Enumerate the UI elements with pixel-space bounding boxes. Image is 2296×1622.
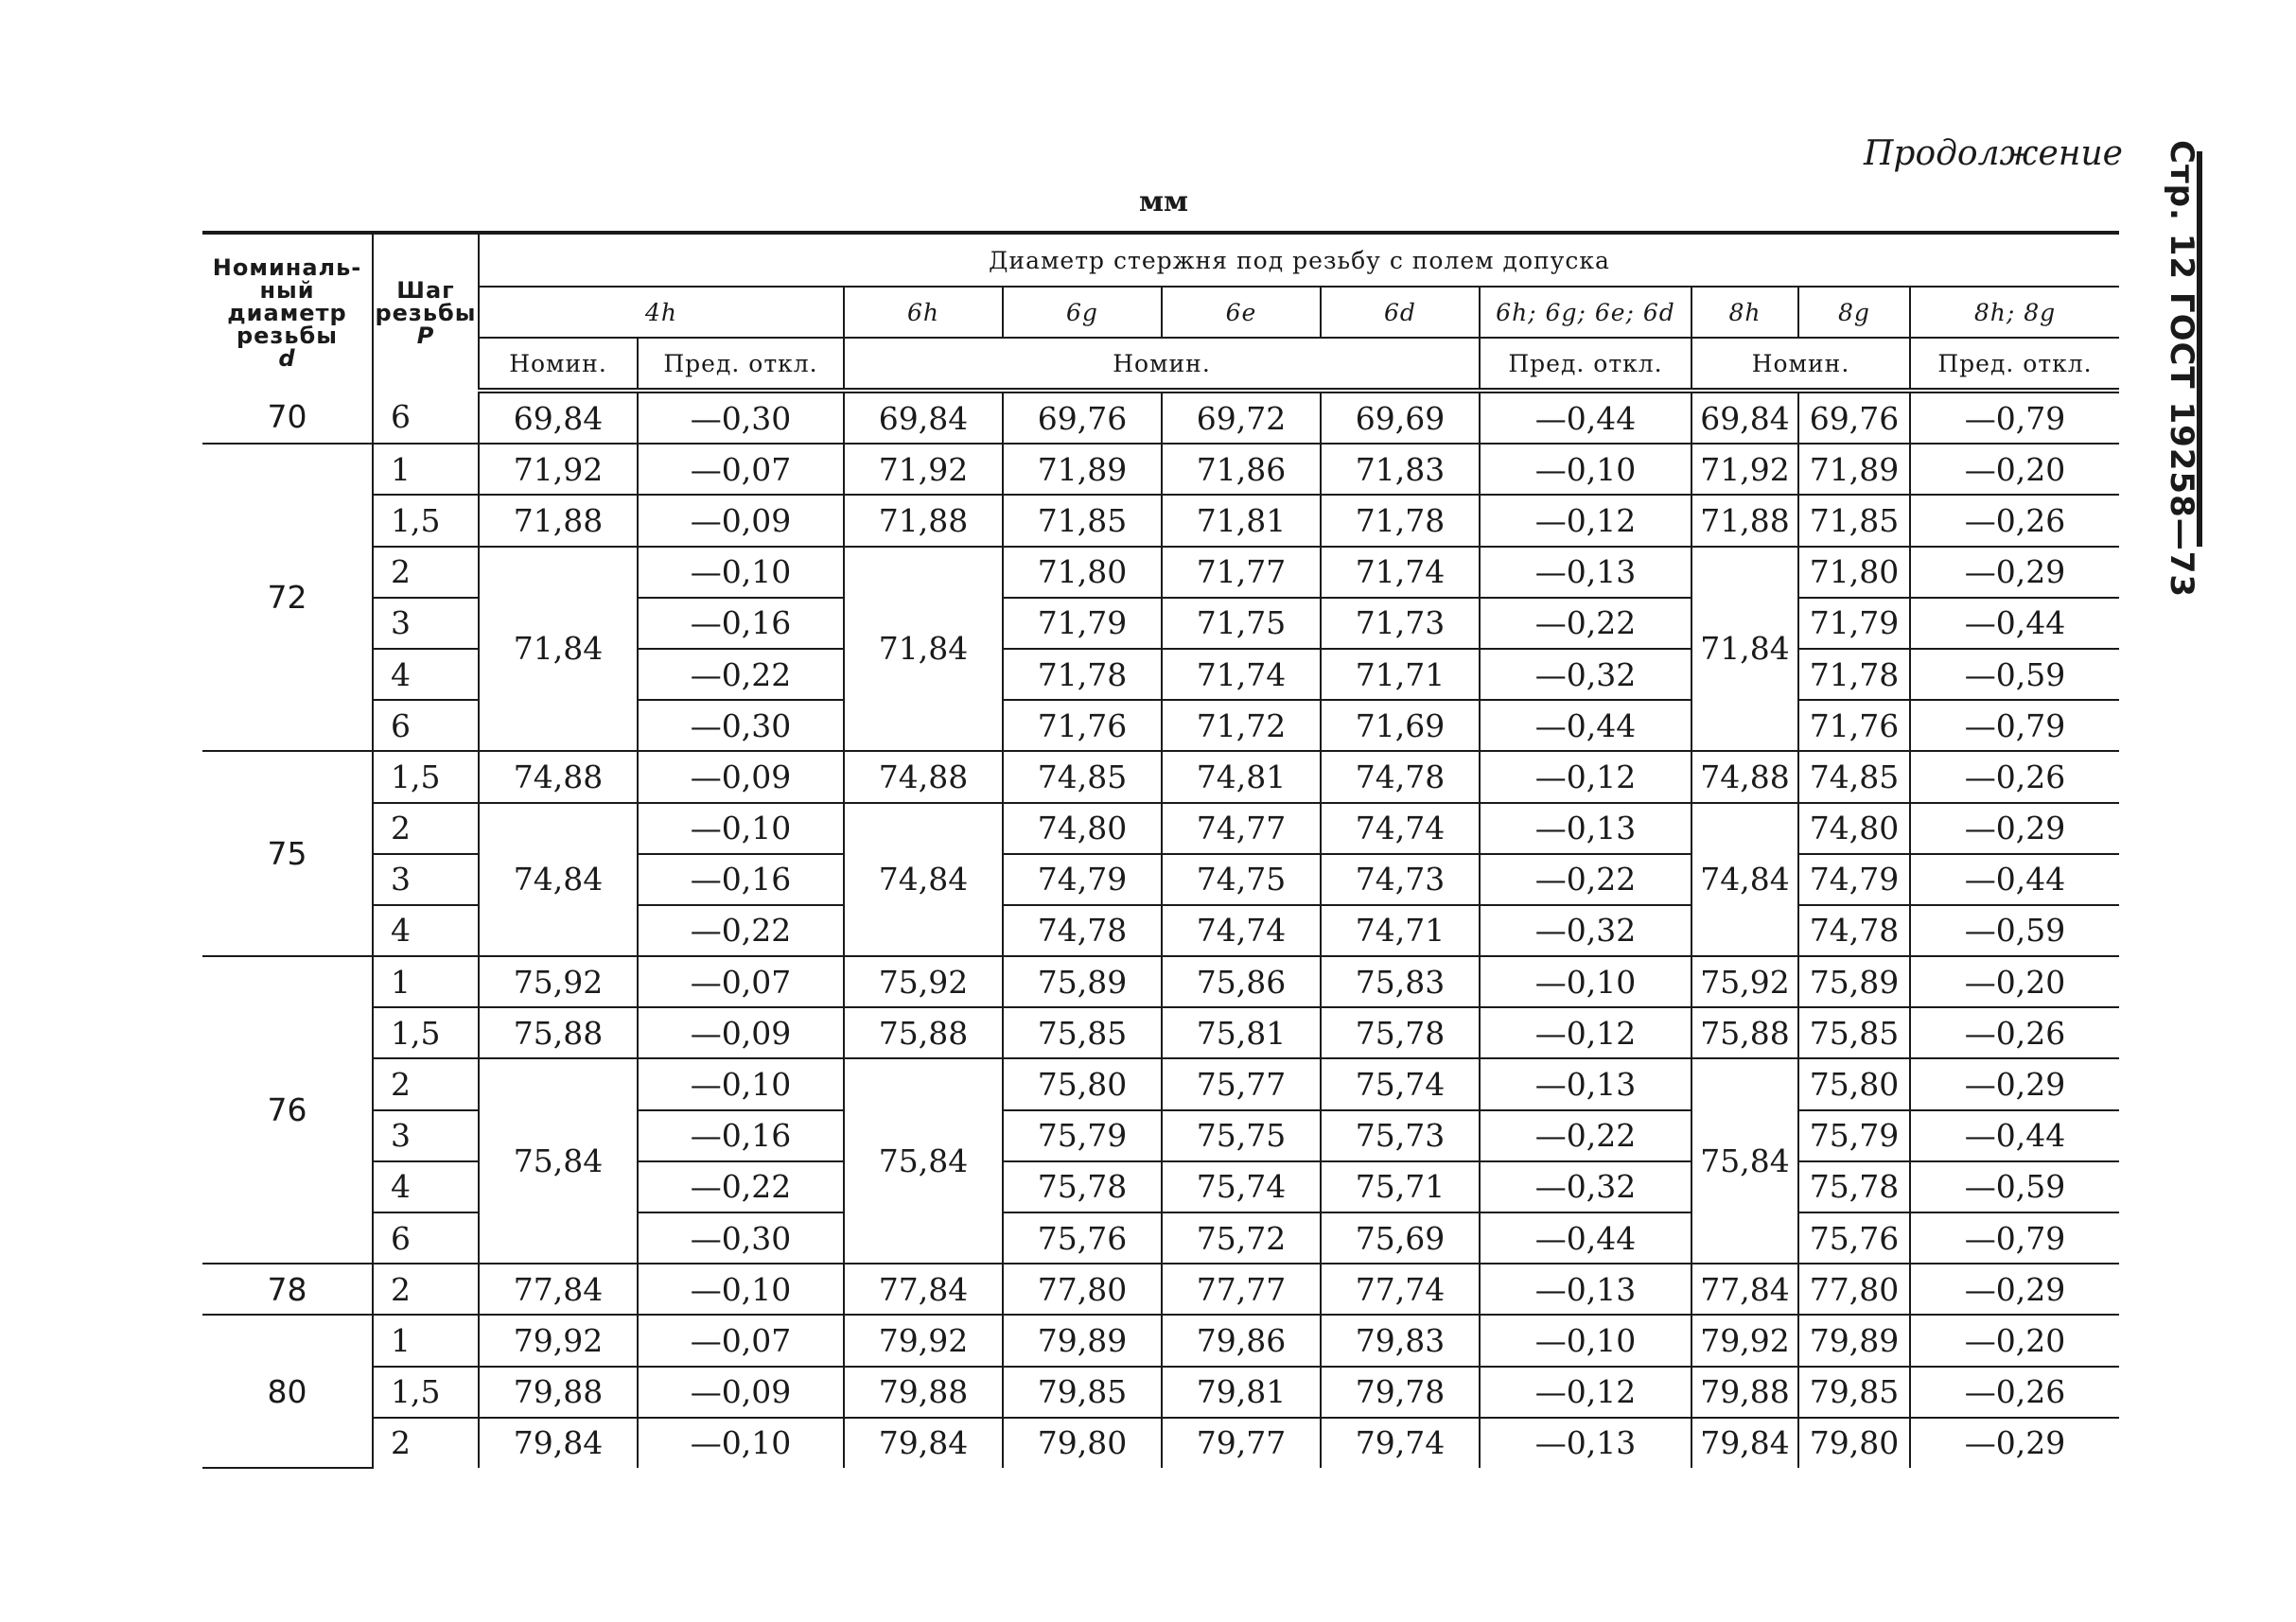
table-row — [202, 803, 2119, 854]
cell-n6h: 74,84 — [844, 803, 1003, 957]
header-tol-8-all — [1910, 287, 2119, 338]
table-row — [202, 1264, 2119, 1315]
cell-n6d: 71,69 — [1321, 700, 1480, 751]
tol-6e-text: 6e — [1225, 298, 1257, 326]
cell-n6d: 74,78 — [1321, 751, 1480, 802]
cell-o4h: —0,30 — [638, 391, 844, 444]
cell-o8: —0,20 — [1910, 444, 2119, 495]
cell-n8g: 74,78 — [1798, 905, 1910, 956]
cell-o4h: —0,09 — [638, 751, 844, 802]
cell-nominal-diameter: 78 — [202, 1264, 373, 1315]
cell-n6d: 71,74 — [1321, 547, 1480, 598]
cell-n8h: 71,88 — [1691, 495, 1798, 546]
thread-diameter-table — [202, 231, 2119, 1469]
table-row — [202, 1315, 2119, 1366]
cell-o6: —0,44 — [1480, 1212, 1691, 1264]
cell-o6: —0,12 — [1480, 495, 1691, 546]
cell-n6g: 74,80 — [1003, 803, 1162, 854]
cell-o4h: —0,16 — [638, 1110, 844, 1161]
cell-n6h: 79,88 — [844, 1367, 1003, 1418]
cell-n4h: 75,84 — [479, 1058, 638, 1264]
cell-n8g: 75,89 — [1798, 956, 1910, 1007]
cell-n8g: 74,85 — [1798, 751, 1910, 802]
cell-o6: —0,32 — [1480, 1161, 1691, 1212]
header-tol-4h — [479, 287, 844, 338]
cell-n6h: 75,92 — [844, 956, 1003, 1007]
cell-n6g: 69,76 — [1003, 391, 1162, 444]
cell-n8h: 74,88 — [1691, 751, 1798, 802]
unit-label: мм — [1138, 185, 1189, 218]
cell-n6g: 75,80 — [1003, 1058, 1162, 1109]
cell-o8: —0,44 — [1910, 1110, 2119, 1161]
table-row — [202, 1418, 2119, 1468]
cell-n6h: 79,92 — [844, 1315, 1003, 1366]
table-row — [202, 391, 2119, 444]
cell-n6e: 75,75 — [1162, 1110, 1321, 1161]
cell-o4h: —0,10 — [638, 547, 844, 598]
cell-n6e: 74,81 — [1162, 751, 1321, 802]
hdr-line: Номиналь- — [212, 253, 362, 281]
cell-n8g: 75,79 — [1798, 1110, 1910, 1161]
cell-n6d: 75,78 — [1321, 1007, 1480, 1058]
cell-o6: —0,44 — [1480, 700, 1691, 751]
cell-o6: —0,10 — [1480, 1315, 1691, 1366]
cell-o8: —0,26 — [1910, 495, 2119, 546]
cell-n4h: 74,84 — [479, 803, 638, 957]
cell-o8: —0,29 — [1910, 547, 2119, 598]
header-pitch — [373, 233, 479, 391]
cell-n4h: 79,92 — [479, 1315, 638, 1366]
cell-o4h: —0,16 — [638, 598, 844, 649]
cell-n6g: 77,80 — [1003, 1264, 1162, 1315]
cell-n4h: 79,88 — [479, 1367, 638, 1418]
cell-n6e: 71,77 — [1162, 547, 1321, 598]
cell-n6d: 75,73 — [1321, 1110, 1480, 1161]
cell-o6: —0,32 — [1480, 905, 1691, 956]
cell-n4h: 79,84 — [479, 1418, 638, 1468]
cell-n6g: 74,85 — [1003, 751, 1162, 802]
cell-o4h: —0,30 — [638, 1212, 844, 1264]
cell-n6g: 71,89 — [1003, 444, 1162, 495]
hdr-line: резьбы — [236, 322, 339, 349]
cell-n8g: 71,85 — [1798, 495, 1910, 546]
cell-n6g: 79,89 — [1003, 1315, 1162, 1366]
cell-n8g: 77,80 — [1798, 1264, 1910, 1315]
cell-pitch: 1,5 — [373, 1367, 479, 1418]
cell-n6d: 74,73 — [1321, 854, 1480, 905]
cell-o8: —0,79 — [1910, 1212, 2119, 1264]
cell-n6g: 75,78 — [1003, 1161, 1162, 1212]
cell-n6e: 74,74 — [1162, 905, 1321, 956]
cell-n8g: 75,80 — [1798, 1058, 1910, 1109]
header-tol-8g — [1798, 287, 1910, 338]
cell-n6h: 79,84 — [844, 1418, 1003, 1468]
tol-6h-text: 6h — [906, 298, 939, 326]
cell-o6: —0,22 — [1480, 854, 1691, 905]
cell-n8g: 79,89 — [1798, 1315, 1910, 1366]
cell-o4h: —0,09 — [638, 1007, 844, 1058]
header-tol-6d — [1321, 287, 1480, 338]
cell-o8: —0,20 — [1910, 956, 2119, 1007]
tol-8h-text: 8h — [1728, 298, 1761, 326]
tol-6g-text: 6g — [1066, 298, 1098, 326]
cell-n6d: 74,74 — [1321, 803, 1480, 854]
cell-o8: —0,79 — [1910, 700, 2119, 751]
cell-o6: —0,44 — [1480, 391, 1691, 444]
cell-o8: —0,26 — [1910, 1007, 2119, 1058]
table-row — [202, 547, 2119, 598]
cell-o4h: —0,22 — [638, 649, 844, 700]
cell-n6e: 79,81 — [1162, 1367, 1321, 1418]
cell-n6g: 71,78 — [1003, 649, 1162, 700]
table-row — [202, 1007, 2119, 1058]
header-tol-6h — [844, 287, 1003, 338]
cell-o4h: —0,22 — [638, 905, 844, 956]
cell-n6e: 75,77 — [1162, 1058, 1321, 1109]
cell-o6: —0,13 — [1480, 1058, 1691, 1109]
cell-pitch: 2 — [373, 1058, 479, 1109]
cell-o4h: —0,16 — [638, 854, 844, 905]
cell-n6g: 75,89 — [1003, 956, 1162, 1007]
cell-n6e: 69,72 — [1162, 391, 1321, 444]
cell-nominal-diameter: 80 — [202, 1315, 373, 1468]
cell-n6g: 74,78 — [1003, 905, 1162, 956]
cell-n4h: 77,84 — [479, 1264, 638, 1315]
cell-n6e: 75,74 — [1162, 1161, 1321, 1212]
cell-n6e: 77,77 — [1162, 1264, 1321, 1315]
header-pred-4h: Пред. откл. — [638, 338, 844, 391]
hdr-line: ный — [259, 276, 315, 304]
cell-o4h: —0,07 — [638, 444, 844, 495]
cell-n6h: 71,84 — [844, 547, 1003, 752]
cell-n6d: 77,74 — [1321, 1264, 1480, 1315]
tol-6-all-text: 6h; 6g; 6e; 6d — [1496, 298, 1675, 326]
cell-n6d: 74,71 — [1321, 905, 1480, 956]
cell-n6d: 79,74 — [1321, 1418, 1480, 1468]
cell-n6g: 79,85 — [1003, 1367, 1162, 1418]
cell-o6: —0,13 — [1480, 1264, 1691, 1315]
cell-pitch: 3 — [373, 1110, 479, 1161]
cell-n8g: 71,78 — [1798, 649, 1910, 700]
cell-pitch: 2 — [373, 1418, 479, 1468]
table-row — [202, 1058, 2119, 1109]
cell-o6: —0,12 — [1480, 751, 1691, 802]
tol-8-all-text: 8h; 8g — [1973, 298, 2057, 326]
tol-4h-text: 4h — [644, 298, 677, 326]
header-tol-6-all — [1480, 287, 1691, 338]
header-tol-6e — [1162, 287, 1321, 338]
cell-o4h: —0,10 — [638, 1418, 844, 1468]
cell-n8h: 71,92 — [1691, 444, 1798, 495]
cell-o6: —0,13 — [1480, 1418, 1691, 1468]
cell-n6e: 79,77 — [1162, 1418, 1321, 1468]
cell-n6e: 75,72 — [1162, 1212, 1321, 1264]
cell-n6g: 79,80 — [1003, 1418, 1162, 1468]
cell-o6: —0,12 — [1480, 1007, 1691, 1058]
cell-pitch: 2 — [373, 547, 479, 598]
cell-n8g: 71,89 — [1798, 444, 1910, 495]
cell-o6: —0,22 — [1480, 1110, 1691, 1161]
cell-n6e: 74,77 — [1162, 803, 1321, 854]
cell-n6h: 71,92 — [844, 444, 1003, 495]
cell-n4h: 69,84 — [479, 391, 638, 444]
cell-o4h: —0,10 — [638, 1264, 844, 1315]
cell-n6g: 74,79 — [1003, 854, 1162, 905]
cell-pitch: 4 — [373, 649, 479, 700]
cell-n6d: 71,73 — [1321, 598, 1480, 649]
cell-n6g: 71,80 — [1003, 547, 1162, 598]
cell-n6h: 71,88 — [844, 495, 1003, 546]
cell-n8h: 75,92 — [1691, 956, 1798, 1007]
side-label-text: Стр. 12 ГОСТ 19258—73 — [2163, 140, 2200, 599]
cell-n6g: 71,76 — [1003, 700, 1162, 751]
cell-o6: —0,13 — [1480, 803, 1691, 854]
table-row — [202, 444, 2119, 495]
cell-n8g: 71,79 — [1798, 598, 1910, 649]
cell-nominal-diameter: 76 — [202, 956, 373, 1264]
cell-o4h: —0,07 — [638, 956, 844, 1007]
cell-n8g: 71,80 — [1798, 547, 1910, 598]
cell-o4h: —0,10 — [638, 1058, 844, 1109]
cell-n6e: 75,81 — [1162, 1007, 1321, 1058]
table-row — [202, 751, 2119, 802]
cell-n6e: 71,72 — [1162, 700, 1321, 751]
cell-pitch: 6 — [373, 391, 479, 444]
cell-o4h: —0,07 — [638, 1315, 844, 1366]
cell-n8h: 77,84 — [1691, 1264, 1798, 1315]
cell-o4h: —0,30 — [638, 700, 844, 751]
hdr-line: резьбы — [375, 299, 477, 326]
cell-pitch: 2 — [373, 803, 479, 854]
cell-n8g: 79,80 — [1798, 1418, 1910, 1468]
cell-n6e: 71,75 — [1162, 598, 1321, 649]
hdr-line: Шаг — [396, 276, 455, 304]
cell-pitch: 1 — [373, 956, 479, 1007]
cell-o6: —0,10 — [1480, 956, 1691, 1007]
cell-n6d: 75,74 — [1321, 1058, 1480, 1109]
cell-n8g: 71,76 — [1798, 700, 1910, 751]
cell-n6d: 71,71 — [1321, 649, 1480, 700]
cell-o6: —0,12 — [1480, 1367, 1691, 1418]
cell-n6g: 71,85 — [1003, 495, 1162, 546]
cell-nominal-diameter: 75 — [202, 751, 373, 956]
table-row — [202, 956, 2119, 1007]
header-nomin-6: Номин. — [844, 338, 1480, 391]
cell-n8h: 75,88 — [1691, 1007, 1798, 1058]
cell-o8: —0,59 — [1910, 649, 2119, 700]
cell-o6: —0,10 — [1480, 444, 1691, 495]
cell-o8: —0,26 — [1910, 751, 2119, 802]
cell-n6e: 71,86 — [1162, 444, 1321, 495]
cell-nominal-diameter: 70 — [202, 391, 373, 444]
cell-n6e: 71,74 — [1162, 649, 1321, 700]
cell-o8: —0,79 — [1910, 391, 2119, 444]
cell-n6d: 79,83 — [1321, 1315, 1480, 1366]
cell-n6h: 75,84 — [844, 1058, 1003, 1264]
cell-n6g: 71,79 — [1003, 598, 1162, 649]
cell-o6: —0,22 — [1480, 598, 1691, 649]
cell-pitch: 1 — [373, 444, 479, 495]
cell-n6h: 69,84 — [844, 391, 1003, 444]
table-row — [202, 1367, 2119, 1418]
cell-pitch: 1,5 — [373, 751, 479, 802]
header-tol-6g — [1003, 287, 1162, 338]
cell-pitch: 1,5 — [373, 495, 479, 546]
cell-n6h: 74,88 — [844, 751, 1003, 802]
cell-n4h: 71,84 — [479, 547, 638, 752]
hdr-line: диаметр — [227, 299, 347, 326]
table-row — [202, 495, 2119, 546]
cell-o4h: —0,09 — [638, 1367, 844, 1418]
cell-pitch: 4 — [373, 905, 479, 956]
cell-o8: —0,29 — [1910, 1058, 2119, 1109]
cell-n6d: 75,83 — [1321, 956, 1480, 1007]
hdr-line: d — [278, 344, 296, 372]
cell-n8h: 79,92 — [1691, 1315, 1798, 1366]
header-nomin-4h: Номин. — [479, 338, 638, 391]
cell-n6e: 75,86 — [1162, 956, 1321, 1007]
cell-o8: —0,26 — [1910, 1367, 2119, 1418]
cell-pitch: 4 — [373, 1161, 479, 1212]
cell-n6g: 75,79 — [1003, 1110, 1162, 1161]
cell-n6d: 79,78 — [1321, 1367, 1480, 1418]
cell-pitch: 3 — [373, 854, 479, 905]
cell-o4h: —0,22 — [638, 1161, 844, 1212]
cell-n6e: 79,86 — [1162, 1315, 1321, 1366]
continuation-label: Продолжение — [1864, 134, 2123, 173]
cell-o8: —0,44 — [1910, 854, 2119, 905]
cell-n8h: 71,84 — [1691, 547, 1798, 752]
cell-pitch: 6 — [373, 700, 479, 751]
cell-o8: —0,29 — [1910, 1418, 2119, 1468]
cell-n6h: 75,88 — [844, 1007, 1003, 1058]
cell-n8h: 79,84 — [1691, 1418, 1798, 1468]
side-label — [2163, 140, 2200, 599]
cell-n8g: 74,80 — [1798, 803, 1910, 854]
cell-n4h: 75,92 — [479, 956, 638, 1007]
cell-n8g: 79,85 — [1798, 1367, 1910, 1418]
tol-8g-text: 8g — [1838, 298, 1870, 326]
cell-o4h: —0,09 — [638, 495, 844, 546]
header-tol-8h — [1691, 287, 1798, 338]
cell-n8g: 69,76 — [1798, 391, 1910, 444]
cell-pitch: 3 — [373, 598, 479, 649]
cell-n8h: 69,84 — [1691, 391, 1798, 444]
cell-n8g: 74,79 — [1798, 854, 1910, 905]
cell-o8: —0,29 — [1910, 1264, 2119, 1315]
cell-n8h: 74,84 — [1691, 803, 1798, 957]
header-nomin-8: Номин. — [1691, 338, 1910, 391]
cell-n6d: 71,83 — [1321, 444, 1480, 495]
cell-n6d: 75,71 — [1321, 1161, 1480, 1212]
cell-n6g: 75,85 — [1003, 1007, 1162, 1058]
cell-o8: —0,20 — [1910, 1315, 2119, 1366]
cell-pitch: 2 — [373, 1264, 479, 1315]
cell-o8: —0,59 — [1910, 905, 2119, 956]
cell-pitch: 1 — [373, 1315, 479, 1366]
hdr-line: P — [416, 322, 435, 349]
cell-n6d: 69,69 — [1321, 391, 1480, 444]
cell-n8g: 75,85 — [1798, 1007, 1910, 1058]
cell-n6e: 74,75 — [1162, 854, 1321, 905]
cell-o8: —0,29 — [1910, 803, 2119, 854]
cell-n6g: 75,76 — [1003, 1212, 1162, 1264]
cell-n6e: 71,81 — [1162, 495, 1321, 546]
header-pred-8: Пред. откл. — [1910, 338, 2119, 391]
cell-o6: —0,13 — [1480, 547, 1691, 598]
cell-n4h: 71,92 — [479, 444, 638, 495]
cell-o8: —0,59 — [1910, 1161, 2119, 1212]
cell-o8: —0,44 — [1910, 598, 2119, 649]
cell-n6h: 77,84 — [844, 1264, 1003, 1315]
cell-n4h: 71,88 — [479, 495, 638, 546]
cell-n4h: 74,88 — [479, 751, 638, 802]
tol-6d-text: 6d — [1384, 298, 1416, 326]
cell-n6d: 75,69 — [1321, 1212, 1480, 1264]
table-body — [202, 391, 2119, 1468]
cell-n8h: 75,84 — [1691, 1058, 1798, 1264]
cell-pitch: 1,5 — [373, 1007, 479, 1058]
cell-nominal-diameter: 72 — [202, 444, 373, 751]
cell-o6: —0,32 — [1480, 649, 1691, 700]
cell-n4h: 75,88 — [479, 1007, 638, 1058]
header-pred-6: Пред. откл. — [1480, 338, 1691, 391]
cell-o4h: —0,10 — [638, 803, 844, 854]
header-nominal-diameter — [202, 233, 373, 391]
cell-n8g: 75,76 — [1798, 1212, 1910, 1264]
header-group-title: Диаметр стержня под резьбу с полем допуска — [479, 233, 2119, 287]
cell-n8h: 79,88 — [1691, 1367, 1798, 1418]
cell-n6d: 71,78 — [1321, 495, 1480, 546]
cell-pitch: 6 — [373, 1212, 479, 1264]
cell-n8g: 75,78 — [1798, 1161, 1910, 1212]
